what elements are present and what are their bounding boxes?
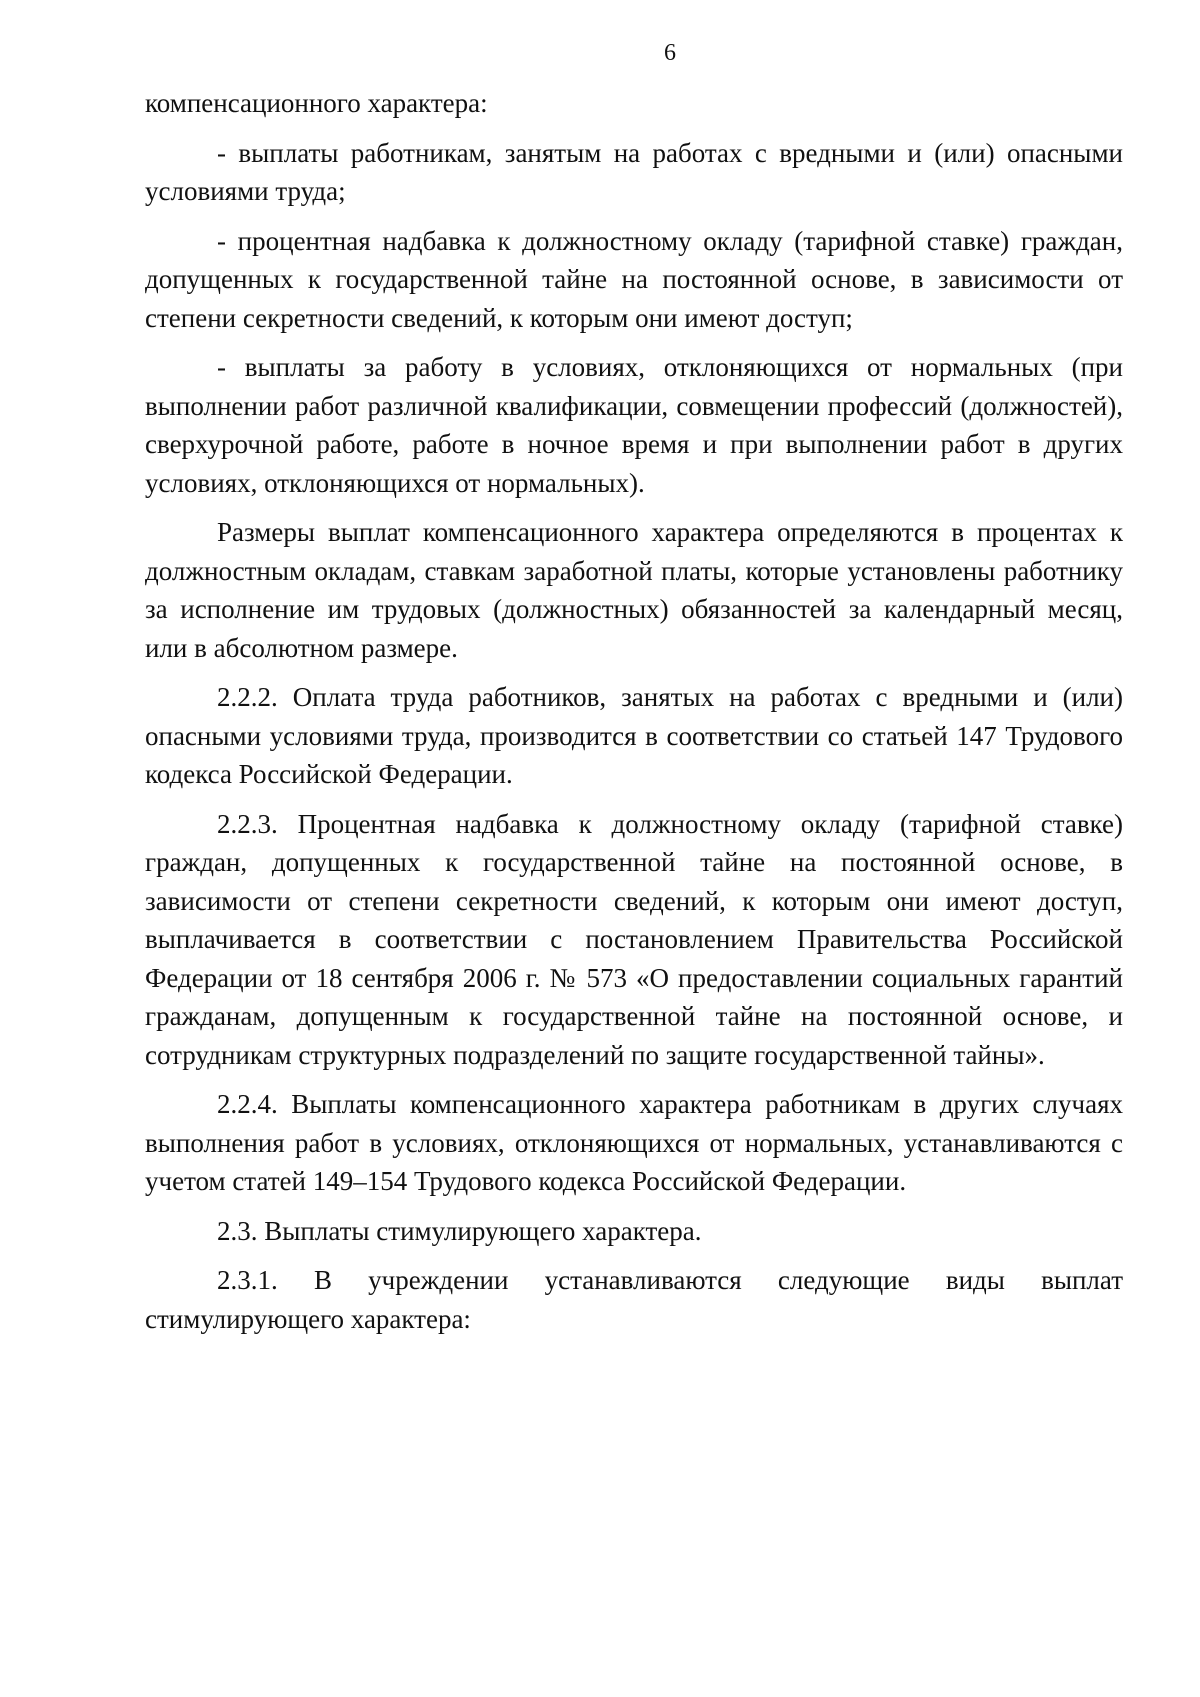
paragraph-2-3: 2.3. Выплаты стимулирующего характера. [217, 1215, 702, 1246]
paragraph-2-2-4: 2.2.4. Выплаты компенсационного характера работникам в других случаях выполнения работ в условиях, отклоняющихся от нормальных, устанавливаются с учетом статей 149–154 Трудового кодекса Российской Федерации. [145, 1089, 1123, 1196]
paragraph-secrecy-bonus: - процентная надбавка к должностному окладу (тарифной ставке) граждан, допущенных к государственной тайне на постоянной основе, в зависимости от степени секретности сведений, к которым они имеют доступ; [145, 225, 1123, 333]
paragraph-continuation: компенсационного характера: [145, 88, 488, 118]
paragraph-2-2-2: 2.2.2. Оплата труда работников, занятых на работах с вредными и (или) опасными условиями труда, производится в соответствии со статьей 147 Трудового кодекса Российской Федерации. [145, 682, 1123, 789]
paragraph-harmful-conditions: - выплаты работникам, занятым на работах с вредными и (или) опасными условиями труда; [145, 137, 1123, 206]
document-body [145, 84, 1123, 1349]
paragraph-2-3-1: 2.3.1. В учреждении устанавливаются следующие виды выплат стимулирующего характера: [145, 1265, 1123, 1334]
paragraph-2-2-3: 2.2.3. Процентная надбавка к должностному окладу (тарифной ставке) граждан, допущенных к государственной тайне на постоянной основе, в зависимости от степени секретности сведений, к которым они имеют доступ, выплачивается в соответствии с постановлением Правительства Российской Федерации от 18 сентября 2006 г. № 573 «О предоставлении социальных гарантий гражданам, допущенным к государственной тайне на постоянной основе, и сотрудникам структурных подразделений по защите государственной тайны». [145, 808, 1123, 1070]
paragraph-payment-amounts: Размеры выплат компенсационного характера определяются в процентах к должностным окладам, ставкам заработной платы, которые установлены работнику за исполнение им трудовых (должностных) обязанностей за календарный месяц, или в абсолютном размере. [145, 517, 1123, 663]
paragraph-abnormal-conditions: - выплаты за работу в условиях, отклоняющихся от нормальных (при выполнении работ различной квалификации, совмещении профессий (должностей), сверхурочной работе, работе в ночное время и при выполнении работ в других условиях, отклоняющихся от нормальных). [145, 352, 1123, 498]
page-number: 6 [664, 40, 676, 66]
